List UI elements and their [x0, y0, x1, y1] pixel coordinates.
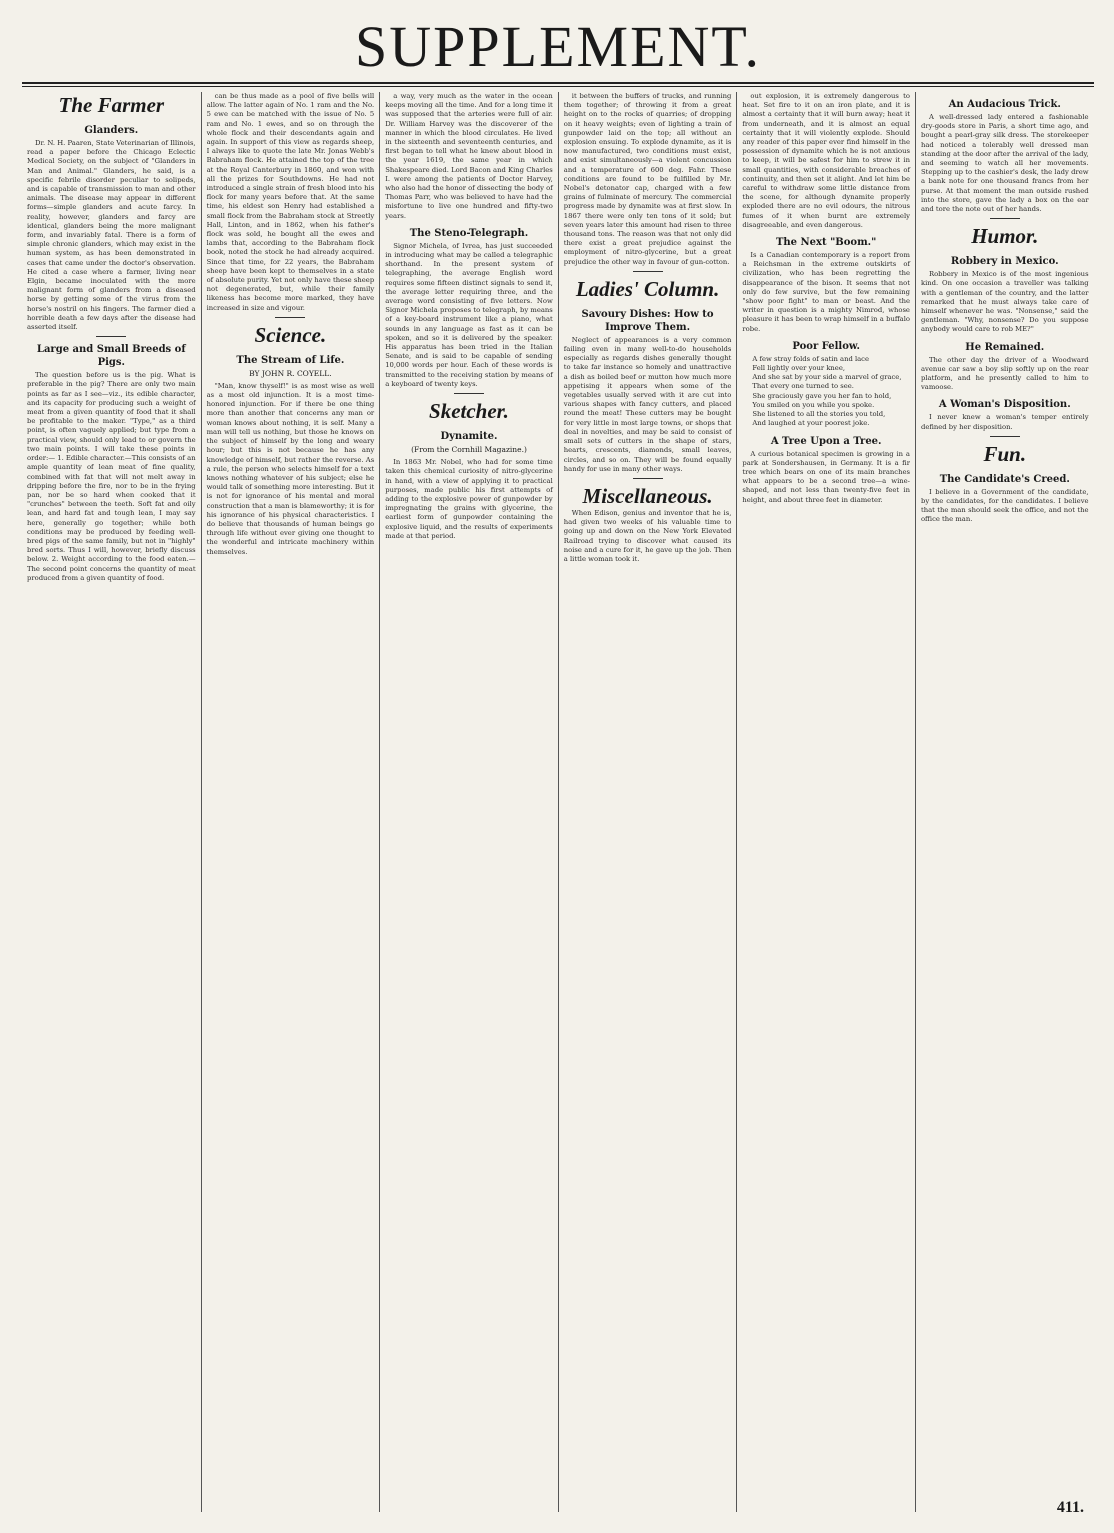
section-ladies-title: Ladies' Column.: [575, 276, 720, 301]
article-audacious-body: A well-dressed lady entered a fashionable dry-goods store in Paris, a short time ago, and bought a pearl-gray silk dress. The storekeeper had noticed a tolerably well dressed man standing at the door after the arrival of the lady, and seeming to watch all her movements. Stepping up to the cashier's desk, the lady drew a bank note for one thousand francs from her purse. At that moment the man outside rushed into the store, gave the lady a box on the ear and tore the note out of her hands.: [920, 113, 1089, 214]
column-4: [558, 92, 737, 1512]
separator: [96, 336, 126, 337]
article-robbery-heading: Robbery in Mexico.: [950, 256, 1059, 268]
section-farmer-title: The Farmer: [58, 93, 165, 117]
column-6: [915, 92, 1094, 1512]
article-boom-heading: The Next "Boom.": [775, 237, 877, 249]
separator: [633, 271, 663, 272]
article-edison-body: When Edison, genius and inventor that he is, had given two weeks of his valuable time to going up and down on the New York Elevated Railroad trying to discover what caused its noise and a cure for it, he gave up the job. Then a little woman took it.: [563, 508, 732, 563]
separator: [454, 393, 484, 394]
article-pigs-body: The question before us is the pig. What is preferable in the pig? There are only two main points as far as I see—viz., its edible character, and its capacity for producing such a weight of meat from a given quantity of food that it shall be profitable to the maker. "Type," as a third point, is often vaguely applied; but type from a practical view, should only lead to or govern the two main points. I will take these points in order:— 1. Edible character.—This consists of an ample quantity of lean meat of fine quality, combined with fat that will not melt away in dripping before the fire, nor to be in the frying pan, nor be so hard when cooked that it "crunches" between the teeth. Soft fat and oily lean, and hard fat and tough lean, I may say here, generally go together; while both conditions may be produced by feeding well-bred pigs of the same family, but not in "highly" bred sorts. Thus I will, however, briefly discuss below. 2. Weight according to the food eaten.—The second point concerns the quantity of meat produced from a given quantity of food.: [27, 371, 196, 582]
separator: [275, 317, 305, 318]
article-steno-body: Signor Michela, of Ivrea, has just succeeded in introducing what may be called a telegraphic shorthand. In the present system of telegraphing, the average English word requires some fifteen distinct signals to send it, the average letter requiring three, and the average word consisting of five letters. Now Signor Michela proposes to telegraph, by means of a key-board instrument like a piano, what sounds in any language as fast as it can be spoken, and so it is delivered by the speaker. His apparatus has been tried in the Italian Senate, and is said to be capable of sending 10,000 words per hour. Each of these words is transmitted to the receiving station by means of a keyboard of twenty keys.: [385, 241, 553, 388]
article-disposition-body: I never knew a woman's temper entirely defined by her disposition.: [920, 413, 1089, 431]
article-glanders-body: Dr. N. H. Paaren, State Veterinarian of Illinois, read a paper before the Chicago Eclectic Medical Society, on the subject of "Glanders in Man and Animal." Glanders, he said, is a specific febrile disorder peculiar to solipeds, and is capable of transmission to man and other animals. The disease may appear in different forms—simple glanders and acute farcy. In reality, however, glanders and farcy are identical, glanders being the more malignant form, and invariably fatal. There is a form of simple chronic glanders, which may exist in the human system, as has been demonstrated in cases that came under the doctor's observation. He cited a case where a farmer, living near Elgin, became inoculated with the more malignant form of glanders from a diseased horse by getting some of the virus from the horse's nostril on his fingers. The farmer died a horrible death a few days after the disease had asserted itself.: [27, 139, 196, 332]
article-dynamite-cont-body: it between the buffers of trucks, and running them together; of throwing it from a great height on to the rocks of quarries; of dropping on it heavy weights; even of lighting a train of gunpowder laid on the top; all without an explosion ensuing. To explode dynamite, as it is now manufactured, two conditions must exist, and exist simultaneously—a violent concussion and a temperature of 600 deg. Fahr. These conditions are found to be fulfilled by Mr. Nobel's detonator cap, charged with a few grains of fulminate of mercury. The commercial progress made by dynamite was at first slow. In 1867 there were only ten tons of it sold; but seven years later this amount had risen to three thousand tons. The reason was that not only did there exist a great prejudice against the employment of nitro-glycerine, but a great prejudice the other way in favour of gun-cotton.: [563, 92, 732, 266]
page-number: 411.: [1056, 1499, 1084, 1516]
article-dynamite-body: In 1863 Mr. Nobel, who had for some time taken this chemical curiosity of nitro-glycerine in hand, with a view of applying it to practical purposes, made public his first attempts of adding to the explosive power of gunpowder by impregnating the grains with glycerine, the earliest form of gunpowder containing the explosive liquid, and the results of experiments made at that period.: [385, 458, 553, 540]
masthead-rule: [22, 82, 1094, 84]
column-3: [379, 92, 558, 1512]
article-steno-heading: The Steno-Telegraph.: [409, 227, 529, 239]
article-disposition-heading: A Woman's Disposition.: [938, 399, 1071, 411]
article-dynamite-source: (From the Cornhill Magazine.): [411, 445, 527, 455]
masthead-rule-thin: [22, 86, 1094, 87]
article-dynamite-heading: Dynamite.: [440, 431, 498, 443]
article-robbery-body: Robbery in Mexico is of the most ingenious kind. On one occasion a traveller was talking with a gentleman of the country, and the latter remarked that he must always take care of himself whenever he was. "Nonsense," said the gentleman. "Why, nonsense? Do you suppose anybody would care to rob ME?": [920, 270, 1089, 334]
separator: [633, 478, 663, 479]
poem-poor-fellow-heading: Poor Fellow.: [792, 340, 860, 352]
article-pigs-heading: Large and Small Breeds of Pigs.: [36, 344, 186, 369]
section-science-title: Science.: [254, 322, 327, 347]
article-savoury-body: Neglect of appearances is a very common failing even in many well-to-do households especially as regards dishes generally thought to take far instance so homely and unattractive a dish as boiled beef or mutton how much more appetising it appears when some of the vegetables usually served with it are cut into various shapes with fancy cutters, and placed round the meat! These cutters may be bought for very little in most large towns, or shops that deal in novelties, and may be said to consist of small sets of cutters in the shape of stars, hearts, crescents, diamonds, small leaves, circles, and so on. They will be found equally handy for use in many other ways.: [563, 335, 732, 473]
separator: [990, 218, 1020, 219]
section-miscellaneous-title: Miscellaneous.: [582, 483, 713, 508]
article-remained-body: The other day the driver of a Woodward avenue car saw a boy slip softly up on the rear platform, and he presently called to him to vamoose.: [920, 355, 1089, 392]
article-tree-body: A curious botanical specimen is growing in a park at Sondershausen, in Germany. It is a fir tree which bears on one of its main branches what appears to be a second tree—a wine-shaped, and not less than twenty-five feet in height, and about three feet in diameter.: [742, 449, 910, 504]
article-stream-byline: BY JOHN R. COYELL.: [249, 368, 332, 378]
separator: [990, 436, 1020, 437]
article-tree-heading: A Tree Upon a Tree.: [770, 435, 882, 447]
article-creed-body: I believe in a Government of the candidate, by the candidates, for the candidates. I believe that the man should seek the office, and not the office the man.: [920, 487, 1089, 524]
masthead: SUPPLEMENT.: [354, 14, 762, 79]
article-audacious-heading: An Audacious Trick.: [948, 99, 1061, 110]
column-1: [22, 92, 201, 1512]
article-sheep-body: can be thus made as a pool of five bells will allow. The latter again of No. 1 ram and the No. 5 ewe can be matched with the issue of No. 5 ram and No. 1 ewes, and so on through the whole flock and their descendants again and again. In support of this view as regards sheep, I always like to quote the late Mr. Jonas Webb's Babraham flock. He attained the top of the tree at the Royal Canterbury in 1860, and won with all the prizes for Southdowns. He had not introduced a single strain of fresh blood into his flock for many years before that. At the same time, his eldest son Henry had established a small flock from the Babraham stock at Streetly Hall, Linton, and in 1862, when his father's flock was sold, he bought all the ewes and lambs that, according to the Babraham flock book, noted the stock he had already acquired. Since that time, for 22 years, the Babraham sheep have been kept to themselves in a state of absolute purity. Yet not only have these sheep not degenerated, but, while their family likeness has become more marked, they have increased in size and vigour.: [206, 92, 375, 312]
section-sketcher-title: Sketcher.: [429, 399, 509, 424]
article-boom-body: Is a Canadian contemporary is a report from a Reichsman in the extreme outskirts of civilization, who has been regretting the disappearance of the bison. It seems that not only do few survive, but the few remaining "show poor fight" to man or beast. And the writer in question is a mighty Nimrod, whose pleasure it has been to wrap himself in a buffalo robe.: [742, 251, 910, 333]
article-glanders-heading: Glanders.: [84, 125, 139, 136]
article-savoury-heading: Savoury Dishes: How to Improve Them.: [581, 308, 714, 333]
article-stream-body: "Man, know thyself!" is as most wise as well as a most old injunction. It is a most time-honored injunction. For if there be one thing more than another that concerns any man or woman knows about nothing, it is self. Many a man will tell us nothing, but those he knows on the subject of himself by the long and weary hour; but this is not because he has any knowledge of himself, but rather the reverse. As a rule, the person who selects himself for a text knows nothing whatever of his subject; else he would talk of something more interesting. But it is not for ignorance of his mental and moral construction that a man is blameworthy; it is for his ignorance of his physical characteristics. I do believe that thousands of human beings go through life without ever giving one thought to the wonderful and intricate machinery within themselves.: [206, 381, 375, 556]
column-2: [201, 92, 380, 1512]
article-harvey-body: a way, very much as the water in the ocean keeps moving all the time. And for a long time it was supposed that the arteries were full of air. Dr. William Harvey was the discoverer of the manner in which the blood circulates. He lived in the sixteenth and seventeenth centuries, and first began to tell what he knew about blood in the year 1619, the same year in which Shakespeare died. Lord Bacon and King Charles I. were among the patients of Doctor Harvey, who also had the honor of dissecting the body of Thomas Parr, who was believed to have had the misfortune to live one hundred and fifty-two years.: [385, 92, 553, 220]
section-fun-title: Fun.: [983, 441, 1027, 466]
poem-poor-fellow-body: A few stray folds of satin and lace Fell lightly over your knee, And she sat by your side a marvel of grace, That every one turned to see. She graciously gave you her fan to hold, You smiled on you while you spoke. She listened to all the stories you told, And laughed at your poorest joke.: [752, 354, 902, 428]
article-creed-heading: The Candidate's Creed.: [939, 473, 1070, 485]
article-remained-heading: He Remained.: [965, 341, 1045, 353]
article-dynamite-end-body: out explosion, it is extremely dangerous to heat. Set fire to it on an iron plate, and it is almost a certainty that it will burn away; heat it from underneath, and it is almost an equal certainty that it will violently explode. Should any reader of this paper ever find himself in the possession of dynamite which he is not anxious to keep, it will be safest for him to strew it in small quantities, with considerable breaches of continuity, and then set it alight. And let him be careful to withdraw some little distance from the scene, for although dynamite properly exploded there are no evil odours, the nitrous fumes of it when burnt are extremely disagreeable, and even dangerous.: [742, 92, 910, 229]
columns: [22, 92, 1094, 1512]
section-humor-title: Humor.: [971, 224, 1039, 249]
column-5: [736, 92, 915, 1512]
article-stream-heading: The Stream of Life.: [236, 354, 345, 366]
newspaper-page: [22, 14, 1094, 1519]
